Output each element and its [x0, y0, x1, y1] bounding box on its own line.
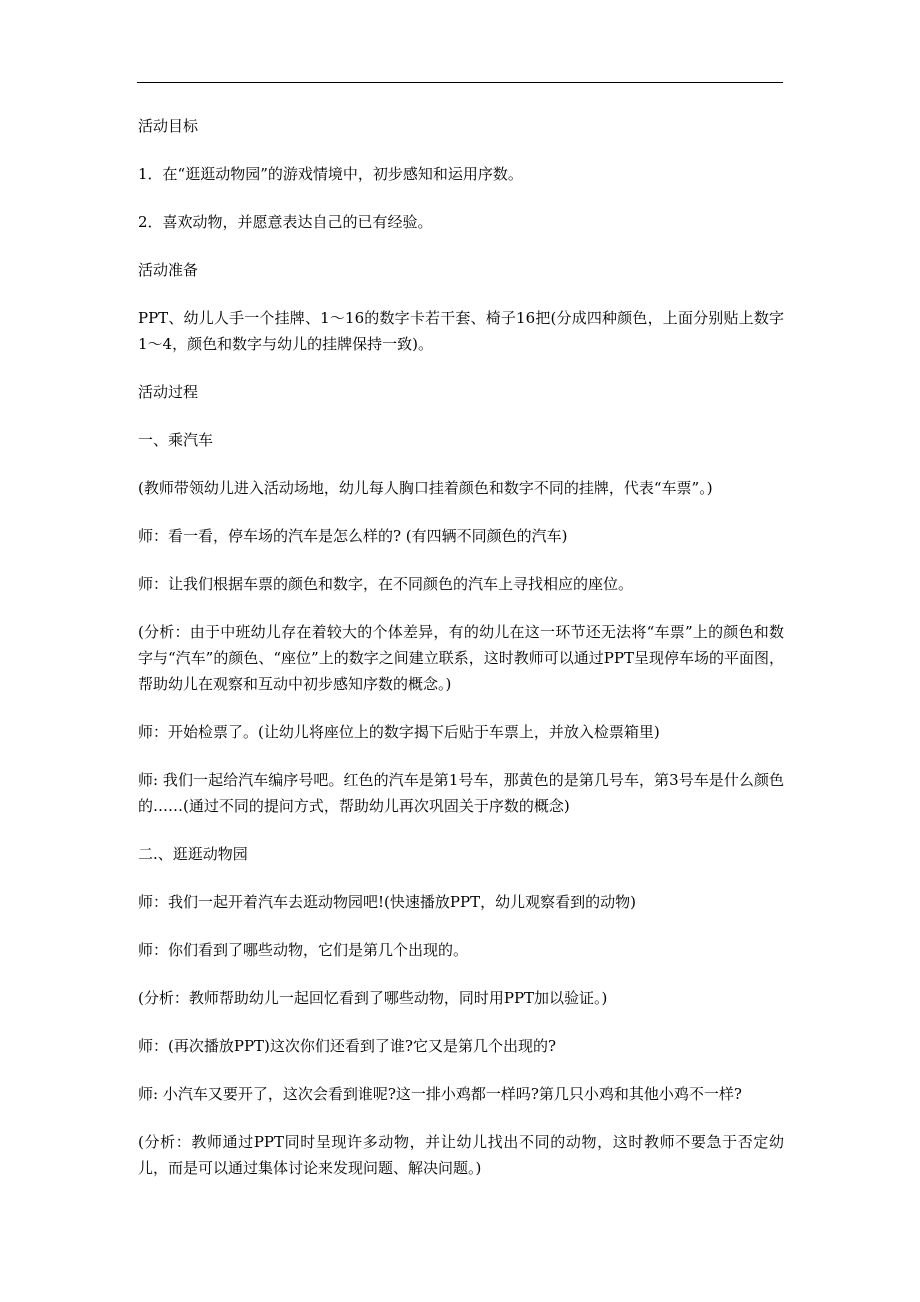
section-heading-process: 活动过程 [138, 383, 199, 401]
subheading-visit-zoo: 二.、逛逛动物园 [138, 845, 248, 863]
analysis-paragraph: (分析：教师帮助幼儿一起回忆看到了哪些动物，同时用PPT加以验证。) [138, 989, 608, 1007]
paragraph: 师：看一看，停车场的汽车是怎么样的? (有四辆不同颜色的汽车) [138, 527, 568, 545]
paragraph: 师：(再次播放PPT)这次你们还看到了谁?它又是第几个出现的? [138, 1037, 556, 1055]
section-heading-goals: 活动目标 [138, 117, 199, 135]
paragraph: 师: 小汽车又要开了，这次会看到谁呢?这一排小鸡都一样吗?第几只小鸡和其他小鸡不一样? [138, 1085, 742, 1103]
document-body [138, 113, 784, 1203]
paragraph: 师：你们看到了哪些动物，它们是第几个出现的。 [138, 941, 469, 959]
paragraph: (教师带领幼儿进入活动场地，幼儿每人胸口挂着颜色和数字不同的挂牌，代表“车票”。) [138, 479, 713, 497]
goal-item-1: 1．在“逛逛动物园”的游戏情境中，初步感知和运用序数。 [138, 165, 523, 183]
preparation-text: PPT、幼儿人手一个挂牌、1～16的数字卡若干套、椅子16把(分成四种颜色，上面分别贴上数字1～4，颜色和数字与幼儿的挂牌保持一致)。 [138, 309, 784, 353]
subheading-ride-bus: 一、乘汽车 [138, 431, 214, 449]
paragraph: 师：开始检票了。(让幼儿将座位上的数字揭下后贴于车票上，并放入检票箱里) [138, 723, 660, 741]
header-rule [137, 82, 783, 83]
paragraph: 师: 我们一起给汽车编序号吧。红色的汽车是第1号车，那黄色的是第几号车，第3号车是什么颜色的……(通过不同的提问方式，帮助幼儿再次巩固关于序数的概念) [138, 771, 784, 815]
goal-item-2: 2．喜欢动物，并愿意表达自己的已有经验。 [138, 213, 433, 231]
paragraph: 师：我们一起开着汽车去逛动物园吧!(快速播放PPT，幼儿观察看到的动物) [138, 893, 636, 911]
paragraph: 师：让我们根据车票的颜色和数字，在不同颜色的汽车上寻找相应的座位。 [138, 575, 634, 593]
analysis-paragraph: (分析：由于中班幼儿存在着较大的个体差异，有的幼儿在这一环节还无法将“车票”上的颜色和数字与“汽车”的颜色、“座位”上的数字之间建立联系，这时教师可以通过PPT呈现停车场的平面图，帮助幼儿在观察和互动中初步感知序数的概念。) [138, 623, 784, 693]
section-heading-preparation: 活动准备 [138, 261, 199, 279]
analysis-paragraph: (分析：教师通过PPT同时呈现许多动物，并让幼儿找出不同的动物，这时教师不要急于否定幼儿，而是可以通过集体讨论来发现问题、解决问题。) [138, 1133, 784, 1177]
